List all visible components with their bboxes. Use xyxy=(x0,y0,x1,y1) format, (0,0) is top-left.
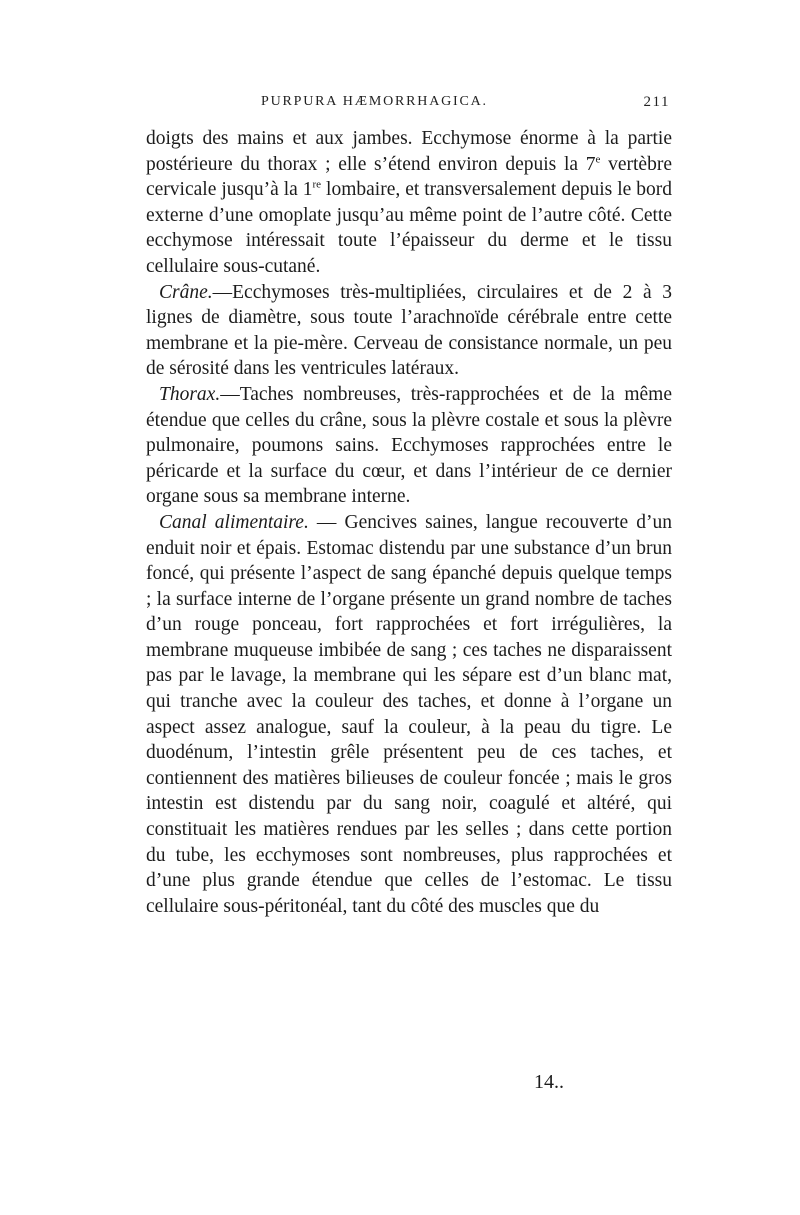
running-title: PURPURA HÆMORRHAGICA. xyxy=(261,94,488,109)
paragraph-skin xyxy=(146,126,672,280)
section-head-thorax: Thorax. xyxy=(159,383,221,405)
paragraph-text: —Taches nombreuses, très-rapprochées et de la même étendue que celles du crâne, sous la plèvre costale et sous la plèvre pulmonaire, poumons sains. Ecchymoses rapprochées entre le péricarde et la surface du cœur, et dans l’intérieur de ce dernier organe sous sa membrane interne. xyxy=(146,383,672,508)
paragraph-skull xyxy=(146,280,672,382)
page-number: 211 xyxy=(643,94,670,110)
paragraph-text: doigts des mains et aux jambes. Ecchymose énorme à la partie postérieure du thorax ; elle s’étend environ depuis la 7 xyxy=(146,128,672,175)
paragraph-thorax xyxy=(146,382,672,510)
paragraph-text: — Gencives saines, langue recouverte d’un enduit noir et épais. Estomac distendu par une substance d’un brun foncé, qui présente l’aspect de sang épanché depuis quelque temps ; la surface interne de l’organe présente un grand nombre de taches d’un rouge ponceau, fort rapprochées et fort irrégulières, la membrane muqueuse imbibée de sang ; ces taches ne disparaissent pas par le lavage, la membrane qui les sépare est d’un blanc mat, qui tranche avec la couleur des taches, et donne à l’organe un aspect assez analogue, sauf la couleur, à la peau du tigre. Le duodénum, l’intestin grêle présentent peu de ces taches, et contiennent des matières bilieuses de couleur foncée ; mais le gros intestin est distendu par du sang noir, coagulé et altéré, qui constituait les matières rendues par les selles ; dans cette portion du tube, les ecchymoses sont nombreuses, plus rapprochées et d’une plus grande étendue que celles de l’estomac. Le tissu cellulaire sous-péritonéal, tant du côté des muscles que du xyxy=(146,511,672,917)
section-head-crane: Crâne. xyxy=(159,281,213,303)
paragraph-text: —Ecchymoses très-multipliées, circulaires et de 2 à 3 lignes de diamètre, sous toute l’arachnoïde cérébrale entre cette membrane et la pie-mère. Cerveau de consistance normale, un peu de sérosité dans les ventricules latéraux. xyxy=(146,281,672,380)
paragraph-text: vertèbre cervicale jusqu’à la 1 xyxy=(146,153,672,201)
paragraph-alimentary-canal xyxy=(146,510,672,920)
signature-mark: 14.. xyxy=(534,1071,564,1093)
section-head-canal-alimentaire: Canal alimentaire. xyxy=(159,511,309,533)
ordinal-superscript: re xyxy=(312,178,322,191)
ordinal-superscript: e xyxy=(595,153,601,166)
running-head xyxy=(146,92,670,116)
paragraph-text: lombaire, et transversalement depuis le bord externe d’une omoplate jusqu’au même point de l’autre côté. Cette ecchymose intéressait toute l’épaisseur du derme et le tissu cellulaire sous-cutané. xyxy=(146,179,672,277)
body-text xyxy=(146,126,672,919)
